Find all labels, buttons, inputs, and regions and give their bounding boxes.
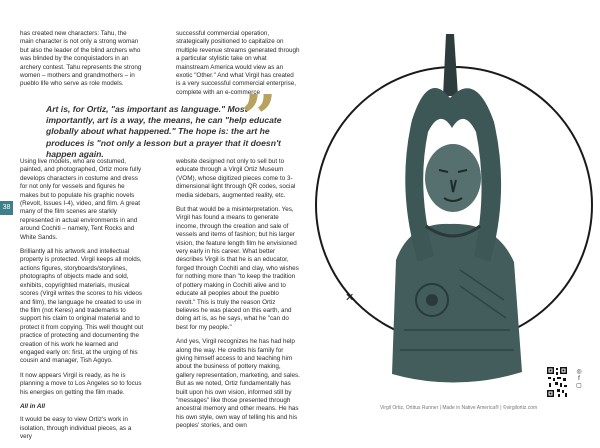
social-icons	[568, 369, 590, 390]
sculpture-spike	[443, 34, 458, 96]
text-column-top-left	[20, 30, 142, 95]
pull-quote: Art is, for Ortiz, "as important as language." Most importantly, art is a way, the means, he can "help educate globally about what happened." The hope is: the art he produces is "not only a lesson but a prayer that it doesn't happen again.	[46, 104, 282, 159]
quote-mark-icon: ”	[241, 81, 277, 154]
paragraph: It would be easy to view Ortiz's work in isolation, through individual pieces, as a very	[20, 416, 132, 441]
photo-caption: Virgil Ortiz, Ortitus Runner | Made in Native America® | ©virgilortiz.com	[380, 405, 538, 411]
text-column-top-right	[176, 30, 300, 103]
paragraph: has created new characters: Tahu, the main character is not only a strong woman but also the leader of the blind archers who was blinded by the conquistadors in an archery contest. Tahu represents the strong women – mothers and grandmothers – in pueblo life who serve as role models.	[20, 30, 142, 88]
page-number: 38	[2, 204, 11, 211]
sculpture-photo	[300, 0, 600, 424]
cross-icon: ✕	[345, 292, 355, 304]
paragraph: Brilliantly all his artwork and intellectual property is protected. Virgil keeps all molds, actions figures, storyboards/storylines, photographs of objects made and sold, exhibits, copyrighted materials, musical scores (Virgil writes the scores to his videos and film), the language he created to use in the film (not Keres) and trademarks to support his claim to original material and to protect it from copying. This well thought out practice of protecting and documenting the creation of his work he learned and engaged early on: first, at the urging of his cousin and manager, Tish Agoyo.	[20, 248, 144, 365]
paragraph: Using live models, who are costumed, painted, and photographed, Ortiz more fully develops characters in costume and dress for not only for vessels and figures he makes but to populate his graphic novels (Revolt, Issues I-4), video, and film. A great many of the film scenes are starkly represented in actual environments in and around Cochiti – namely, Tent Rocks and White Sands.	[20, 158, 142, 241]
subheading: All in All	[20, 402, 45, 410]
paragraph: website designed not only to sell but to educate through a Virgil Ortiz Museum (VOM), whose digitized pieces come to 3-dimensional light through QR codes, social media sidebars, augmented reality, etc.	[176, 158, 296, 199]
text-column-main-right	[176, 158, 300, 437]
text-column-main-left	[20, 158, 144, 448]
paragraph: It now appears Virgil is ready, as he is planning a move to Los Angeles so to focus his energies on getting the film made.	[20, 371, 142, 396]
website-icon[interactable]: ▢	[576, 383, 582, 389]
paragraph: And yes, Virgil recognizes he has had help along the way. He credits his family for giving himself access to and teaching him about the business of pottery making, gallery representation, marketing, and sales. But as we noted, Ortiz fundamentally has built upon his own vision, informed still by "messages" like those presented through ancestral memory and other means. He has his own style, own way of telling his and his peoples' stories, and own	[176, 338, 300, 430]
paragraph: But that would be a misinterpretation. Yes, Virgil has found a means to generate income, through the creation and sale of vessels and items of fashion; but his larger vision, the feature length film he envisioned very early in his career. What better describes Virgil is that he is an educator, forged through Cochiti and clay, who wishes for nothing more than "to keep the tradition of pottery making in Cochiti alive and to educate all peoples about the pueblo revolt." This is truly the reason Ortiz believes he was placed on this earth, and doing art is, as he says, what he "can do best for my people."	[176, 206, 299, 331]
facebook-icon[interactable]: f	[578, 376, 580, 382]
sculpture-base	[392, 224, 522, 383]
paragraph: successful commercial operation, strategically positioned to capitalize on multiple revenue streams generated through a particular stylistic take on what mainstream America would view as an exotic "Other." And what Virgil has created is a very successful commercial enterprise, complete with an e-commerce	[176, 30, 300, 96]
instagram-icon[interactable]: ◎	[576, 369, 582, 375]
sculpture-illustration	[300, 0, 600, 424]
